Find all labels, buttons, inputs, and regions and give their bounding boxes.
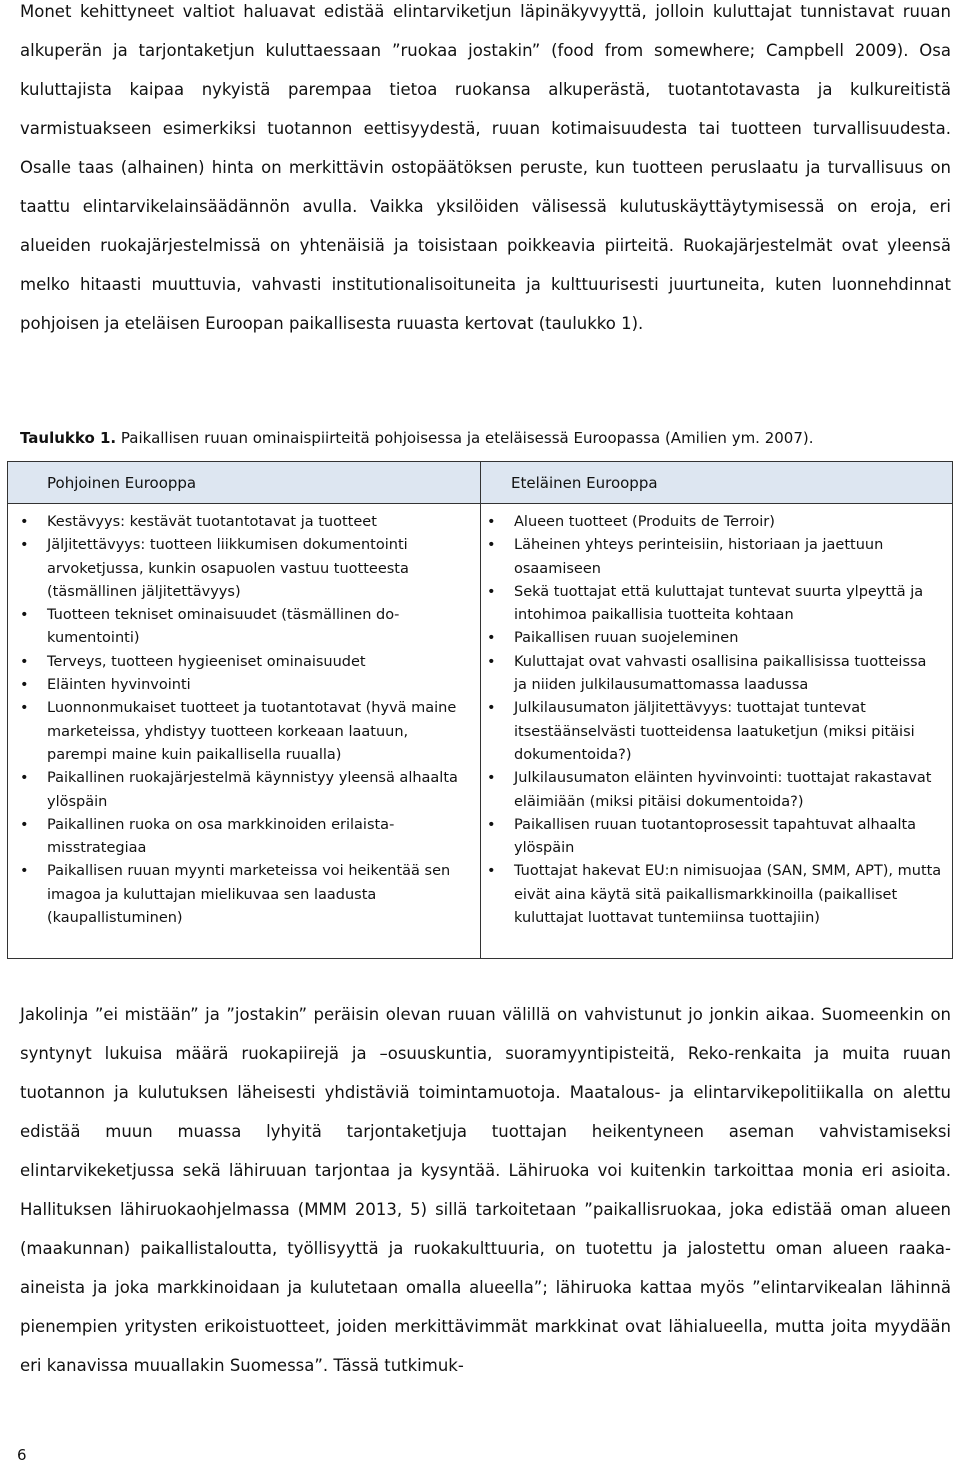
south-column-list	[482, 511, 942, 930]
table-header-south: Eteläinen Eurooppa	[511, 474, 658, 492]
list-item: • Terveys, tuotteen hygieeniset ominaisuudet	[15, 651, 461, 674]
list-item: • Paikallinen ruokajärjestelmä käynnistyy yleensä alhaalta ylöspäin	[15, 767, 461, 814]
list-item: • Paikallisen ruuan suojeleminen	[482, 627, 942, 650]
list-item: • Paikallisen ruuan tuotantoprosessit tapahtuvat alhaalta ylöspäin	[482, 814, 942, 861]
list-item: • Luonnonmukaiset tuotteet ja tuotantotavat (hyvä maine marketeissa, yhdistyy tuotteen korkeaan laatuun, parempi maine kuin paikallisella ruualla)	[15, 697, 461, 767]
list-item: • Kestävyys: kestävät tuotantotavat ja tuotteet	[15, 511, 461, 534]
list-item: • Jäljitettävyys: tuotteen liikkumisen dokumentointi arvoketjussa, kunkin osapuolen vastuu tuotteesta (täsmällinen jäljitettävyys)	[15, 534, 461, 604]
list-item: • Tuottajat hakevat EU:n nimisuojaa (SAN, SMM, APT), mutta eivät aina käytä sitä paikallismarkkinoilla (paikalliset kuluttajat luottavat tuntemiinsa tuottajiin)	[482, 860, 942, 930]
table-caption	[20, 427, 951, 449]
list-item: • Kuluttajat ovat vahvasti osallisina paikallisissa tuotteissa ja niiden julkilausumattomassa laadussa	[482, 651, 942, 698]
list-item: • Paikallisen ruuan myynti marketeissa voi heikentää sen imagoa ja kuluttajan mielikuvaa sen laadusta (kaupallistuminen)	[15, 860, 461, 930]
table-caption-text: Paikallisen ruuan ominaispiirteitä pohjoisessa ja eteläisessä Euroopassa (Amilien ym. 2007).	[116, 429, 814, 447]
body-paragraph-2: Jakolinja ”ei mistään” ja ”jostakin” peräisin olevan ruuan välillä on vahvistunut jo jonkin aikaa. Suomeenkin on syntynyt lukuisa määrä ruokapiirejä ja –osuuskuntia, suoramyyntipisteitä, Reko-renkaita ja muita ruuan tuotannon ja kulutuksen läheisesti yhdistäviä toimintamuotoja. Maatalous- ja elintarvikepolitiikalla on alettu edistää muun muassa lyhyitä tarjontaketjuja tuottajan heikentyneen aseman vahvistamiseksi elintarvikeketjussa sekä lähiruuan tarjontaa ja kysyntää. Lähiruoka voi kuitenkin tarkoittaa monia eri asioita. Hallituksen lähiruokaohjelmassa (MMM 2013, 5) sillä tarkoitetaan ”paikallisruokaa, joka edistää oman alueen (maakunnan) paikallistaloutta, työllisyyttä ja ruokakulttuuria, on tuotettu ja jalostettu oman alueen raaka-aineista ja joka markkinoidaan ja kulutetaan omalla alueella”; lähiruoka kattaa myös ”elintarvikealan lähinnä pienempien yritysten erikoistuotteet, joiden merkittävimmät markkinat ovat lähialueella, mutta joita myydään eri kanavissa muuallakin Suomessa”. Tässä tutkimuk-	[20, 1005, 951, 1375]
list-item: • Julkilausumaton jäljitettävyys: tuottajat tuntevat itsestäänselvästi tuotteidensa laatuketjun (miksi pitäisi dokumentoida?)	[482, 697, 942, 767]
comparison-table	[7, 461, 953, 959]
list-item: • Eläinten hyvinvointi	[15, 674, 461, 697]
north-column-list	[15, 511, 461, 930]
list-item: • Paikallinen ruoka on osa markkinoiden erilaistamisstrategiaa	[15, 814, 461, 861]
list-item: • Sekä tuottajat että kuluttajat tuntevat suurta ylpeyttä ja intohimoa paikallisia tuotteita kohtaan	[482, 581, 942, 628]
list-item: • Tuotteen tekniset ominaisuudet (täsmällinen dokumentointi)	[15, 604, 461, 651]
column-divider	[480, 462, 481, 958]
table-header-north: Pohjoinen Eurooppa	[47, 474, 197, 492]
list-item: • Alueen tuotteet (Produits de Terroir)	[482, 511, 942, 534]
table-caption-label: Taulukko 1.	[20, 429, 117, 447]
page-number: 6	[17, 1446, 27, 1464]
list-item: • Julkilausumaton eläinten hyvinvointi: tuottajat rakastavat eläimiään (miksi pitäisi dokumentoida?)	[482, 767, 942, 814]
body-paragraph-1: Monet kehittyneet valtiot haluavat edistää elintarviketjun läpinäkyvyyttä, jolloin kuluttajat tunnistavat ruuan alkuperän ja tarjontaketjun kuluttaessaan ”ruokaa jostakin” (food from somewhere; Campbell 2009). Osa kuluttajista kaipaa nykyistä parempaa tietoa ruokansa alkuperästä, tuotantotavasta ja kulkureitistä varmistuakseen esimerkiksi tuotannon eettisyydestä, ruuan kotimaisuudesta tai tuotteen turvallisuudesta. Osalle taas (alhainen) hinta on merkittävin ostopäätöksen peruste, kun tuotteen peruslaatu ja turvallisuus on taattu elintarvikelainsäädännön avulla. Vaikka yksilöiden välisessä kulutuskäyttäytymisessä on eroja, eri alueiden ruokajärjestelmissä on yhtenäisiä ja toisistaan poikkeavia piirteitä. Ruokajärjestelmät ovat yleensä melko hitaasti muuttuvia, vahvasti institutionalisoituneita ja kulttuurisesti juurtuneita, kuten luonnehdinnat pohjoisen ja eteläisen Euroopan paikallisesta ruuasta kertovat (taulukko 1).	[20, 2, 951, 333]
list-item: • Läheinen yhteys perinteisiin, historiaan ja jaettuun osaamiseen	[482, 534, 942, 581]
